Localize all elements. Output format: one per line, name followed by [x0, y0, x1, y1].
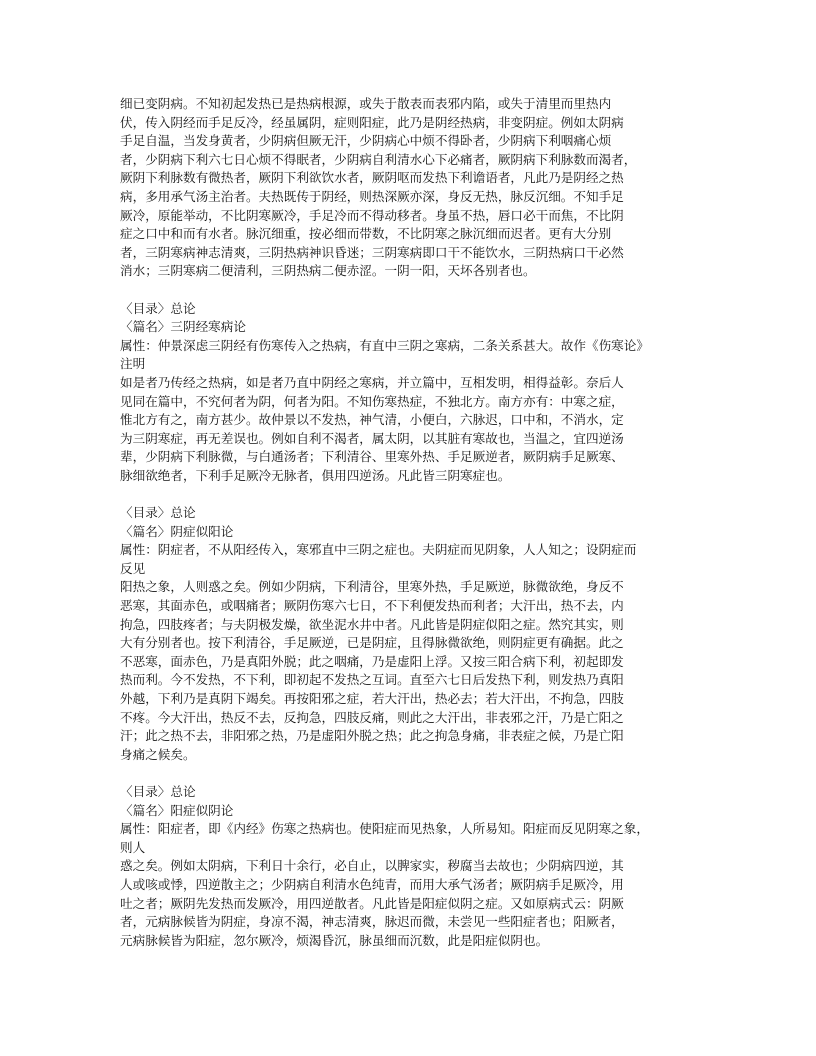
text-line: 属性：阴症者，不从阳经传入，寒邪直中三阴之症也。夫阴症而见阴象，人人知之；设阴症而	[120, 542, 637, 558]
section-title: 〈篇名〉三阴经寒病论	[120, 319, 246, 335]
text-line: 厥冷，原能举动，不比阴寒厥冷，手足冷而不得动移者。身虽不热，唇口必干而焦，不比阴	[120, 207, 624, 223]
text-line: 吐之者；厥阴先发热而发厥冷，用四逆散者。凡此皆是阳症似阴之症。又如原病式云：阴厥	[120, 895, 624, 911]
text-line: 脉细欲绝者，下利手足厥冷无脉者，俱用四逆汤。凡此皆三阴寒症也。	[120, 467, 511, 483]
text-line: 不疼。今大汗出，热反不去，反拘急，四肢反痛，则此之大汗出，非表邪之汗，乃是亡阳之	[120, 709, 624, 725]
text-line: 元病脉候皆为阳症，忽尔厥冷，烦渴昏沉，脉虽细而沉数，此是阳症似阴也。	[120, 932, 549, 948]
text-line: 者，少阴病下利六七日心烦不得眠者，少阴病自利清水心下必痛者，厥阴病下利脉数而渴者，	[120, 151, 637, 167]
text-line: 阳热之象，人则惑之矣。例如少阴病，下利清谷，里寒外热，手足厥逆，脉微欲绝，身反不	[120, 579, 624, 595]
text-line: 厥阴下利脉数有微热者，厥阴下利欲饮水者，厥阴呕而发热下利谵语者，凡此乃是阴经之热	[120, 170, 624, 186]
paragraph-gap	[120, 485, 698, 504]
text-line: 病，多用承气汤主治者。夫热既传于阴经，则热深厥亦深，身反无热，脉反沉细。不知手足	[120, 188, 624, 204]
text-line: 为三阴寒症，再无差误也。例如自利不渴者，属太阴，以其脏有寒故也，当温之，宜四逆汤	[120, 430, 624, 446]
document-page	[120, 95, 698, 950]
text-line: 者，三阴寒病神志清爽，三阴热病神识昏迷；三阴寒病即口干不能饮水，三阴热病口干必然	[120, 244, 624, 260]
text-line: 身痛之候矣。	[120, 746, 196, 762]
text-line: 反见	[120, 560, 146, 576]
text-line: 惑之矣。例如太阴病，下利日十余行，必自止，以脾家实，秽腐当去故也；少阴病四逆，其	[120, 858, 624, 874]
text-line: 细已变阴病。不知初起发热已是热病根源，或失于散表而表邪内陷，或失于清里而里热内	[120, 96, 612, 111]
text-line: 注明	[120, 356, 146, 372]
section-catalog-label: 〈目录〉总论	[120, 783, 196, 799]
text-line: 则人	[120, 839, 146, 855]
text-line: 人或咳或悸，四逆散主之；少阴病自利清水色纯青，而用大承气汤者；厥阴病手足厥冷，用	[120, 876, 624, 892]
text-line: 外越，下利乃是真阴下竭矣。再按阳邪之症，若大汗出，热必去；若大汗出，不拘急，四肢	[120, 691, 624, 706]
text-line: 者，元病脉候皆为阴症，身凉不渴，神志清爽，脉迟而微，未尝见一些阳症者也；阳厥者，	[120, 914, 624, 930]
section-yang-resembling-yin	[120, 783, 698, 950]
text-line: 属性：阳症者，即《内经》伤寒之热病也。使阳症而见热象，人所易知。阳症而反见阴寒之象，	[120, 821, 649, 837]
paragraph-gap	[120, 764, 698, 783]
text-line: 手足自温，当发身黄者，少阴病但厥无汗，少阴病心中烦不得卧者，少阴病下利咽痛心烦	[120, 133, 612, 149]
text-line: 大有分别者也。按下利清谷，手足厥逆，已是阴症，且得脉微欲绝，则阴症更有确据。此之	[120, 635, 624, 651]
text-line: 如是者乃传经之热病，如是者乃直中阴经之寒病，并立篇中，互相发明，相得益彰。奈后人	[120, 374, 624, 390]
text-line: 不恶寒，面赤色，乃是真阳外脱；此之咽痛，乃是虚阳上浮。又按三阳合病下利，初起即发	[120, 653, 624, 669]
text-line: 见同在篇中，不究何者为阴，何者为阳。不知伤寒热症，不独北方。南方亦有：中寒之症，	[120, 393, 624, 409]
section-catalog-label: 〈目录〉总论	[120, 300, 196, 316]
section-title: 〈篇名〉阴症似阳论	[120, 523, 234, 539]
section-yin-resembling-yang	[120, 504, 698, 764]
text-line: 伏，传入阴经而手足反冷，经虽属阴，症则阳症，此乃是阴经热病，非变阴症。例如太阴病	[120, 114, 624, 130]
paragraph-hot-disease-in-yin-channels	[120, 95, 698, 281]
text-line: 拘急，四肢疼者；与夫阴极发燥，欲坐泥水井中者。凡此皆是阴症似阳之症。然究其实，则	[120, 616, 624, 632]
section-title: 〈篇名〉阳症似阴论	[120, 802, 234, 818]
text-line: 消水；三阴寒病二便清利，三阴热病二便赤涩。一阴一阳，天坏各别者也。	[120, 263, 536, 279]
section-three-yin-cold-disease	[120, 300, 698, 486]
text-line: 辈，少阴病下利脉微，与白通汤者；下利清谷、里寒外热、手足厥逆者，厥阴病手足厥寒、	[120, 449, 624, 465]
text-line: 属性：仲景深虑三阴经有伤寒传入之热病，有直中三阴之寒病，二条关系甚大。故作《伤寒论》	[120, 337, 649, 353]
text-line: 恶寒，其面赤色，或咽痛者；厥阴伤寒六七日，不下利便发热而利者；大汗出，热不去，内	[120, 598, 624, 614]
text-line: 热而利。今不发热，不下利，即初起不发热之互词。直至六七日后发热下利，则发热乃真阳	[120, 672, 624, 688]
section-catalog-label: 〈目录〉总论	[120, 505, 196, 521]
paragraph-gap	[120, 281, 698, 300]
text-line: 汗；此之热不去，非阳邪之热，乃是虚阳外脱之热；此之拘急身痛，非表症之候，乃是亡阳	[120, 728, 624, 744]
text-line: 惟北方有之，南方甚少。故仲景以不发热，神气清，小便白，六脉迟，口中和，不消水，定	[120, 412, 624, 428]
text-line: 症之口中和而有水者。脉沉细重，按必细而带数，不比阴寒之脉沉细而迟者。更有大分别	[120, 226, 612, 242]
